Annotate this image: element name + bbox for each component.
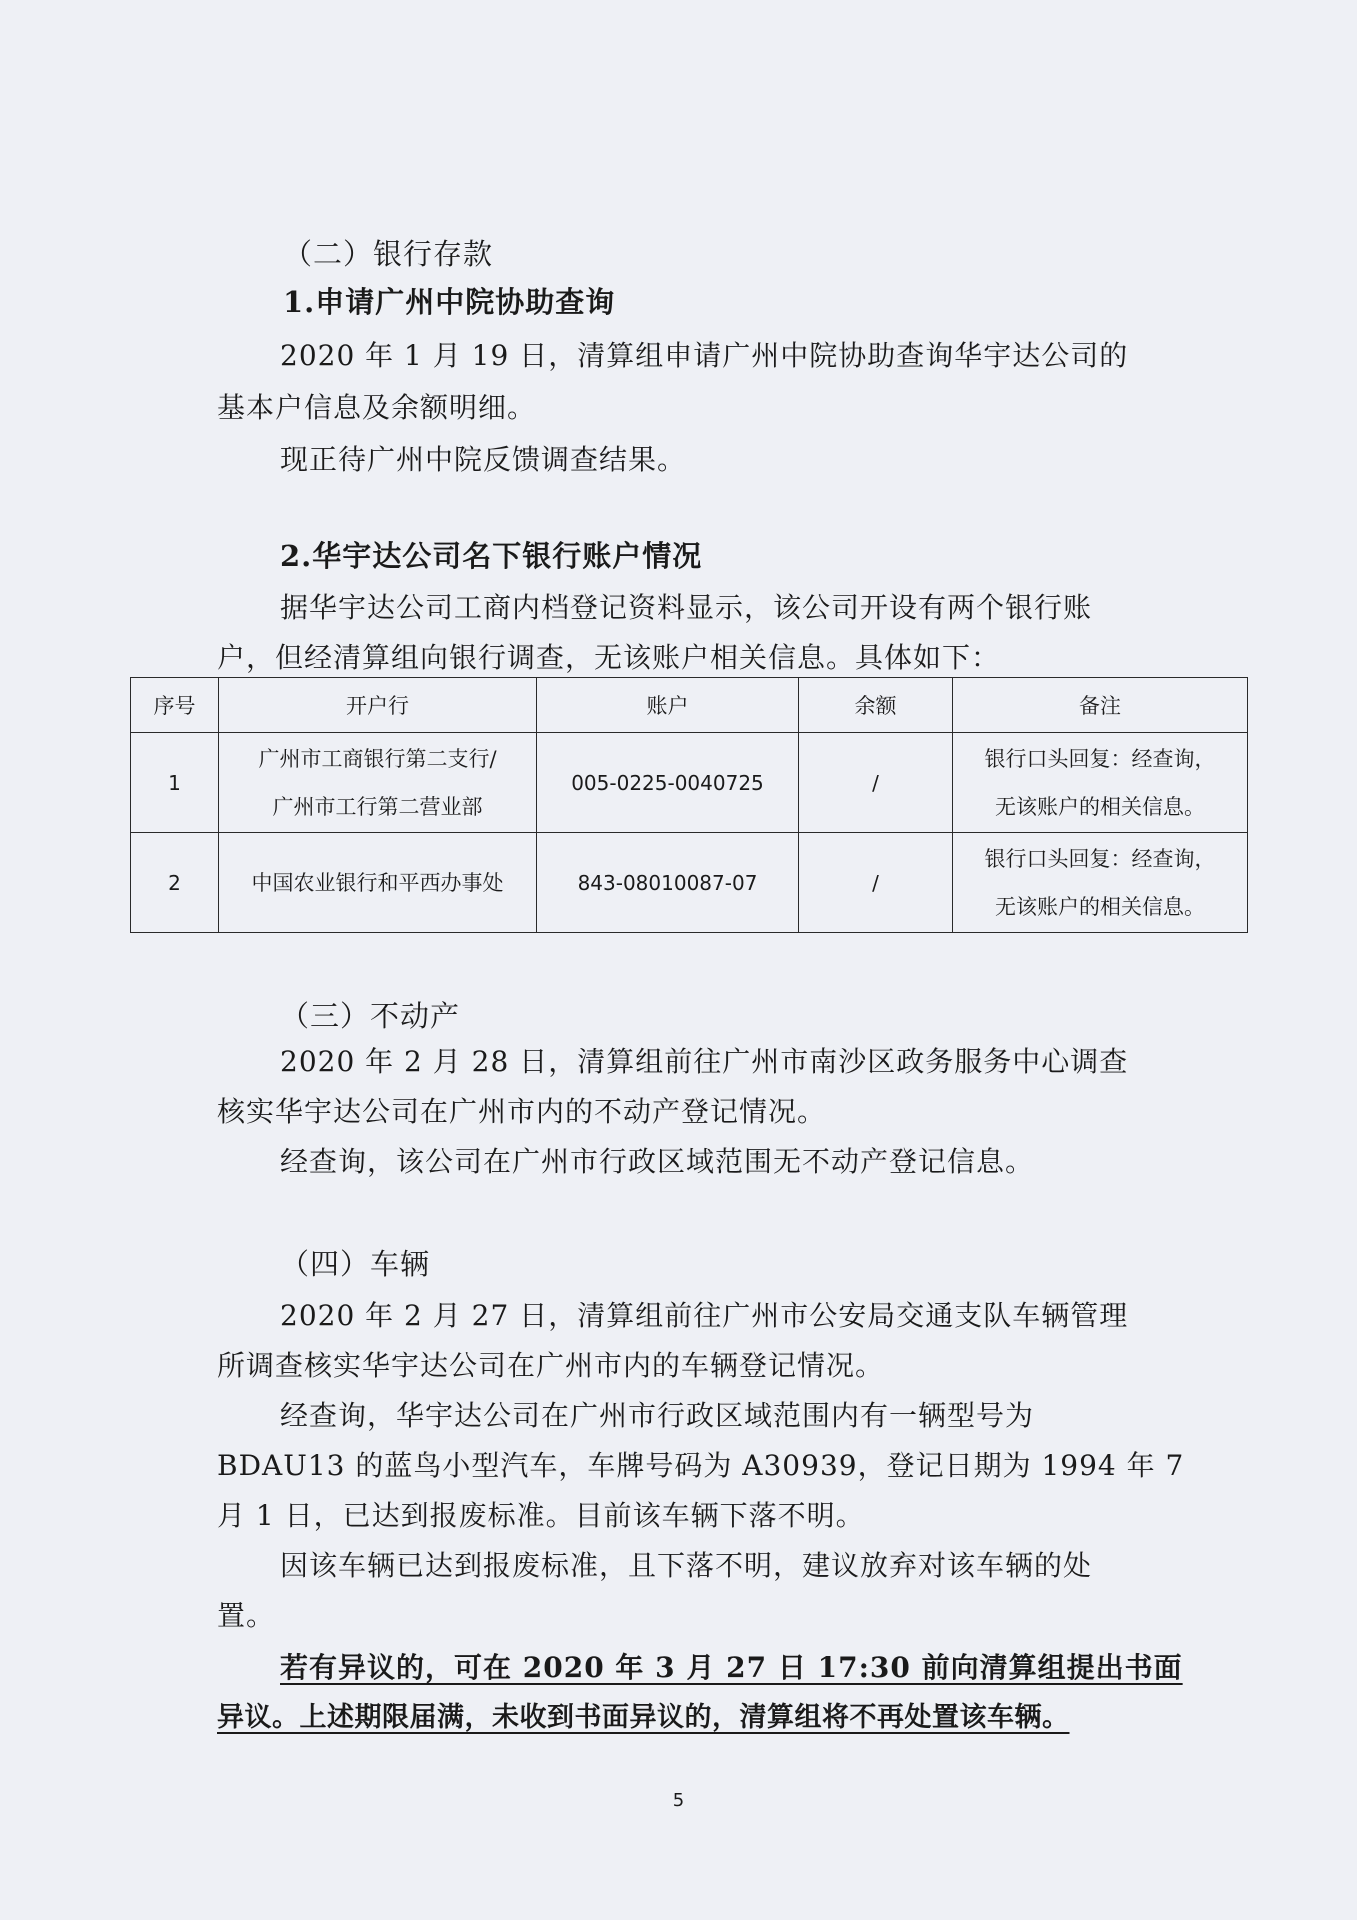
paragraph-line: 据华宇达公司工商内档登记资料显示，该公司开设有两个银行账 bbox=[280, 591, 1093, 624]
table-header-row bbox=[131, 678, 1248, 733]
paragraph-line: 月 1 日，已达到报废标准。目前该车辆下落不明。 bbox=[217, 1499, 865, 1532]
column-header: 余额 bbox=[799, 678, 953, 733]
bank-name: 广州市工行第二营业部 bbox=[272, 794, 483, 819]
note-cell bbox=[953, 733, 1248, 833]
paragraph-line: 所调查核实华宇达公司在广州市内的车辆登记情况。 bbox=[217, 1349, 885, 1382]
account-number: 843-08010087-07 bbox=[537, 833, 799, 933]
column-header: 开户行 bbox=[219, 678, 537, 733]
paragraph-line: 2020 年 2 月 27 日，清算组前往广州市公安局交通支队车辆管理 bbox=[280, 1299, 1129, 1332]
page-number: 5 bbox=[672, 1790, 685, 1811]
bank-name: 广州市工商银行第二支行/ bbox=[258, 746, 497, 771]
paragraph-line: 基本户信息及余额明细。 bbox=[217, 391, 537, 424]
paragraph-line: 置。 bbox=[217, 1599, 276, 1632]
column-header: 序号 bbox=[131, 678, 219, 733]
column-header: 账户 bbox=[537, 678, 799, 733]
paragraph-line: 2020 年 2 月 28 日，清算组前往广州市南沙区政务服务中心调查 bbox=[280, 1045, 1129, 1078]
paragraph-line: 户，但经清算组向银行调查，无该账户相关信息。具体如下： bbox=[217, 641, 1001, 674]
paragraph-line: 2020 年 1 月 19 日，清算组申请广州中院协助查询华宇达公司的 bbox=[280, 339, 1129, 372]
paragraph-line: 因该车辆已达到报废标准，且下落不明，建议放弃对该车辆的处 bbox=[280, 1549, 1093, 1582]
note-cell bbox=[953, 833, 1248, 933]
paragraph-line: 经查询，华宇达公司在广州市行政区域范围内有一辆型号为 bbox=[280, 1399, 1035, 1432]
paragraph-line: BDAU13 的蓝鸟小型汽车，车牌号码为 A30939，登记日期为 1994 年 7 bbox=[217, 1449, 1185, 1482]
table-row bbox=[131, 833, 1248, 933]
balance-cell: / bbox=[799, 833, 953, 933]
subsection-1-heading: 1.申请广州中院协助查询 bbox=[283, 285, 616, 319]
note-text: 银行口头回复：经查询， bbox=[984, 746, 1216, 771]
account-number: 005-0225-0040725 bbox=[537, 733, 799, 833]
row-index: 1 bbox=[131, 733, 219, 833]
bank-name-cell bbox=[219, 733, 537, 833]
paragraph-line: 核实华宇达公司在广州市内的不动产登记情况。 bbox=[217, 1095, 827, 1128]
paragraph-line: 经查询，该公司在广州市行政区域范围无不动产登记信息。 bbox=[280, 1145, 1035, 1178]
bank-name-cell bbox=[219, 833, 537, 933]
note-text: 无该账户的相关信息。 bbox=[995, 894, 1205, 919]
balance-cell: / bbox=[799, 733, 953, 833]
note-text: 银行口头回复：经查询， bbox=[984, 846, 1216, 871]
paragraph-line: 现正待广州中院反馈调查结果。 bbox=[280, 443, 687, 476]
section-3-heading: （三）不动产 bbox=[280, 999, 461, 1033]
column-header: 备注 bbox=[953, 678, 1248, 733]
row-index: 2 bbox=[131, 833, 219, 933]
subsection-2-heading: 2.华宇达公司名下银行账户情况 bbox=[280, 539, 703, 573]
bank-name: 中国农业银行和平西办事处 bbox=[251, 870, 504, 895]
section-2-heading: （二）银行存款 bbox=[283, 237, 494, 271]
objection-notice-line: 若有异议的，可在 2020 年 3 月 27 日 17:30 前向清算组提出书面 bbox=[280, 1651, 1183, 1684]
objection-notice-line: 异议。上述期限届满，未收到书面异议的，清算组将不再处置该车辆。 bbox=[217, 1702, 1070, 1733]
table-row bbox=[131, 733, 1248, 833]
note-text: 无该账户的相关信息。 bbox=[995, 794, 1205, 819]
section-4-heading: （四）车辆 bbox=[280, 1247, 431, 1281]
bank-account-table bbox=[130, 677, 1248, 933]
